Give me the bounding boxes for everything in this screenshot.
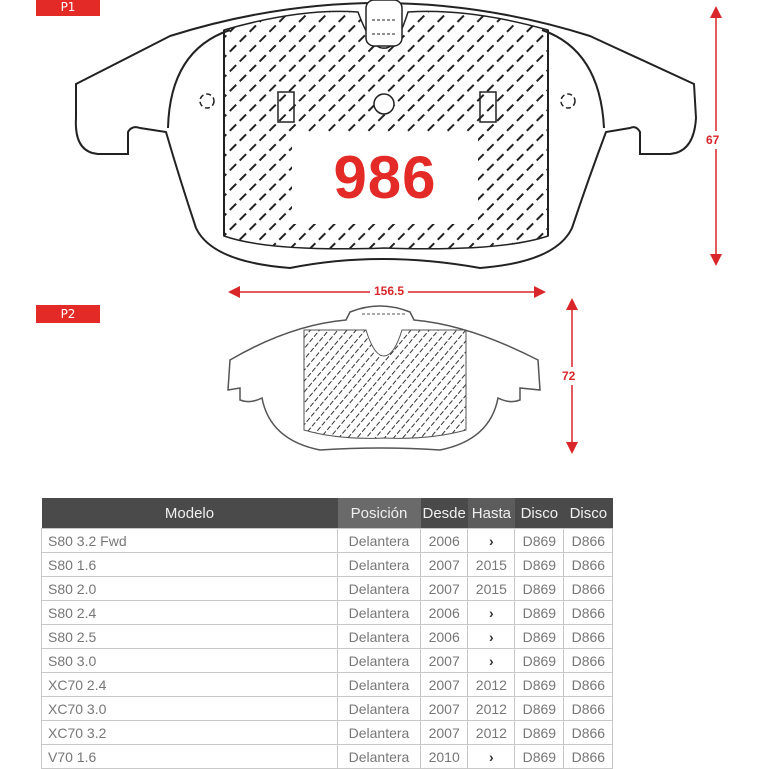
pad-label-p2: P2 <box>36 305 100 323</box>
cell-modelo: S80 2.5 <box>42 625 338 649</box>
table-row <box>42 721 613 745</box>
cell-hasta: › <box>468 601 515 625</box>
table-row <box>42 673 613 697</box>
cell-hasta: › <box>468 649 515 673</box>
cell-disco2: D866 <box>564 601 613 625</box>
header-modelo: Modelo <box>42 498 338 529</box>
cell-disco1: D869 <box>515 601 564 625</box>
dimension-height-p1: 67 <box>706 133 720 147</box>
cell-modelo: XC70 3.0 <box>42 697 338 721</box>
cell-posicion: Delantera <box>338 745 421 769</box>
cell-modelo: S80 1.6 <box>42 553 338 577</box>
cell-hasta: 2012 <box>468 721 515 745</box>
header-posicion: Posición <box>338 498 421 529</box>
cell-hasta: 2012 <box>468 697 515 721</box>
table-row <box>42 745 613 769</box>
cell-posicion: Delantera <box>338 721 421 745</box>
cell-desde: 2007 <box>421 697 468 721</box>
cell-posicion: Delantera <box>338 529 421 553</box>
cell-modelo: S80 2.0 <box>42 577 338 601</box>
cell-modelo: V70 1.6 <box>42 745 338 769</box>
dimension-height-p2: 72 <box>562 369 576 383</box>
pad-p1-drawing <box>76 0 696 268</box>
cell-desde: 2006 <box>421 529 468 553</box>
cell-disco1: D869 <box>515 577 564 601</box>
cell-hasta: › <box>468 625 515 649</box>
cell-disco2: D866 <box>564 697 613 721</box>
cell-desde: 2007 <box>421 577 468 601</box>
cell-hasta: 2012 <box>468 673 515 697</box>
cell-disco1: D869 <box>515 673 564 697</box>
cell-disco2: D866 <box>564 577 613 601</box>
cell-disco1: D869 <box>515 625 564 649</box>
table-row <box>42 601 613 625</box>
cell-posicion: Delantera <box>338 649 421 673</box>
cell-posicion: Delantera <box>338 577 421 601</box>
table-row <box>42 553 613 577</box>
application-table <box>41 498 613 769</box>
cell-disco2: D866 <box>564 529 613 553</box>
cell-disco2: D866 <box>564 649 613 673</box>
cell-disco2: D866 <box>564 625 613 649</box>
cell-posicion: Delantera <box>338 625 421 649</box>
table-row <box>42 649 613 673</box>
cell-desde: 2007 <box>421 673 468 697</box>
cell-modelo: S80 3.2 Fwd <box>42 529 338 553</box>
header-hasta: Hasta <box>468 498 515 529</box>
cell-disco2: D866 <box>564 673 613 697</box>
part-number: 986 <box>333 144 437 211</box>
table-header-row <box>42 498 613 529</box>
table-row <box>42 529 613 553</box>
cell-disco1: D869 <box>515 697 564 721</box>
cell-posicion: Delantera <box>338 553 421 577</box>
pad-p2-drawing <box>228 306 540 450</box>
cell-disco1: D869 <box>515 529 564 553</box>
cell-posicion: Delantera <box>338 601 421 625</box>
cell-disco1: D869 <box>515 721 564 745</box>
cell-modelo: XC70 3.2 <box>42 721 338 745</box>
cell-posicion: Delantera <box>338 697 421 721</box>
cell-hasta: › <box>468 745 515 769</box>
cell-disco2: D866 <box>564 553 613 577</box>
cell-hasta: › <box>468 529 515 553</box>
cell-disco1: D869 <box>515 649 564 673</box>
cell-desde: 2010 <box>421 745 468 769</box>
cell-hasta: 2015 <box>468 553 515 577</box>
cell-desde: 2006 <box>421 601 468 625</box>
cell-disco1: D869 <box>515 553 564 577</box>
table-row <box>42 625 613 649</box>
cell-desde: 2007 <box>421 721 468 745</box>
cell-posicion: Delantera <box>338 673 421 697</box>
cell-desde: 2007 <box>421 649 468 673</box>
cell-desde: 2007 <box>421 553 468 577</box>
cell-modelo: S80 2.4 <box>42 601 338 625</box>
cell-modelo: S80 3.0 <box>42 649 338 673</box>
cell-modelo: XC70 2.4 <box>42 673 338 697</box>
cell-disco2: D866 <box>564 721 613 745</box>
cell-disco1: D869 <box>515 745 564 769</box>
cell-hasta: 2015 <box>468 577 515 601</box>
header-desde: Desde <box>421 498 468 529</box>
header-disco-1: Disco <box>515 498 564 529</box>
dimension-width: 156.5 <box>370 284 408 298</box>
table-row <box>42 697 613 721</box>
pad-label-p1: P1 <box>36 0 100 16</box>
header-disco-2: Disco <box>564 498 613 529</box>
cell-desde: 2006 <box>421 625 468 649</box>
cell-disco2: D866 <box>564 745 613 769</box>
table-row <box>42 577 613 601</box>
